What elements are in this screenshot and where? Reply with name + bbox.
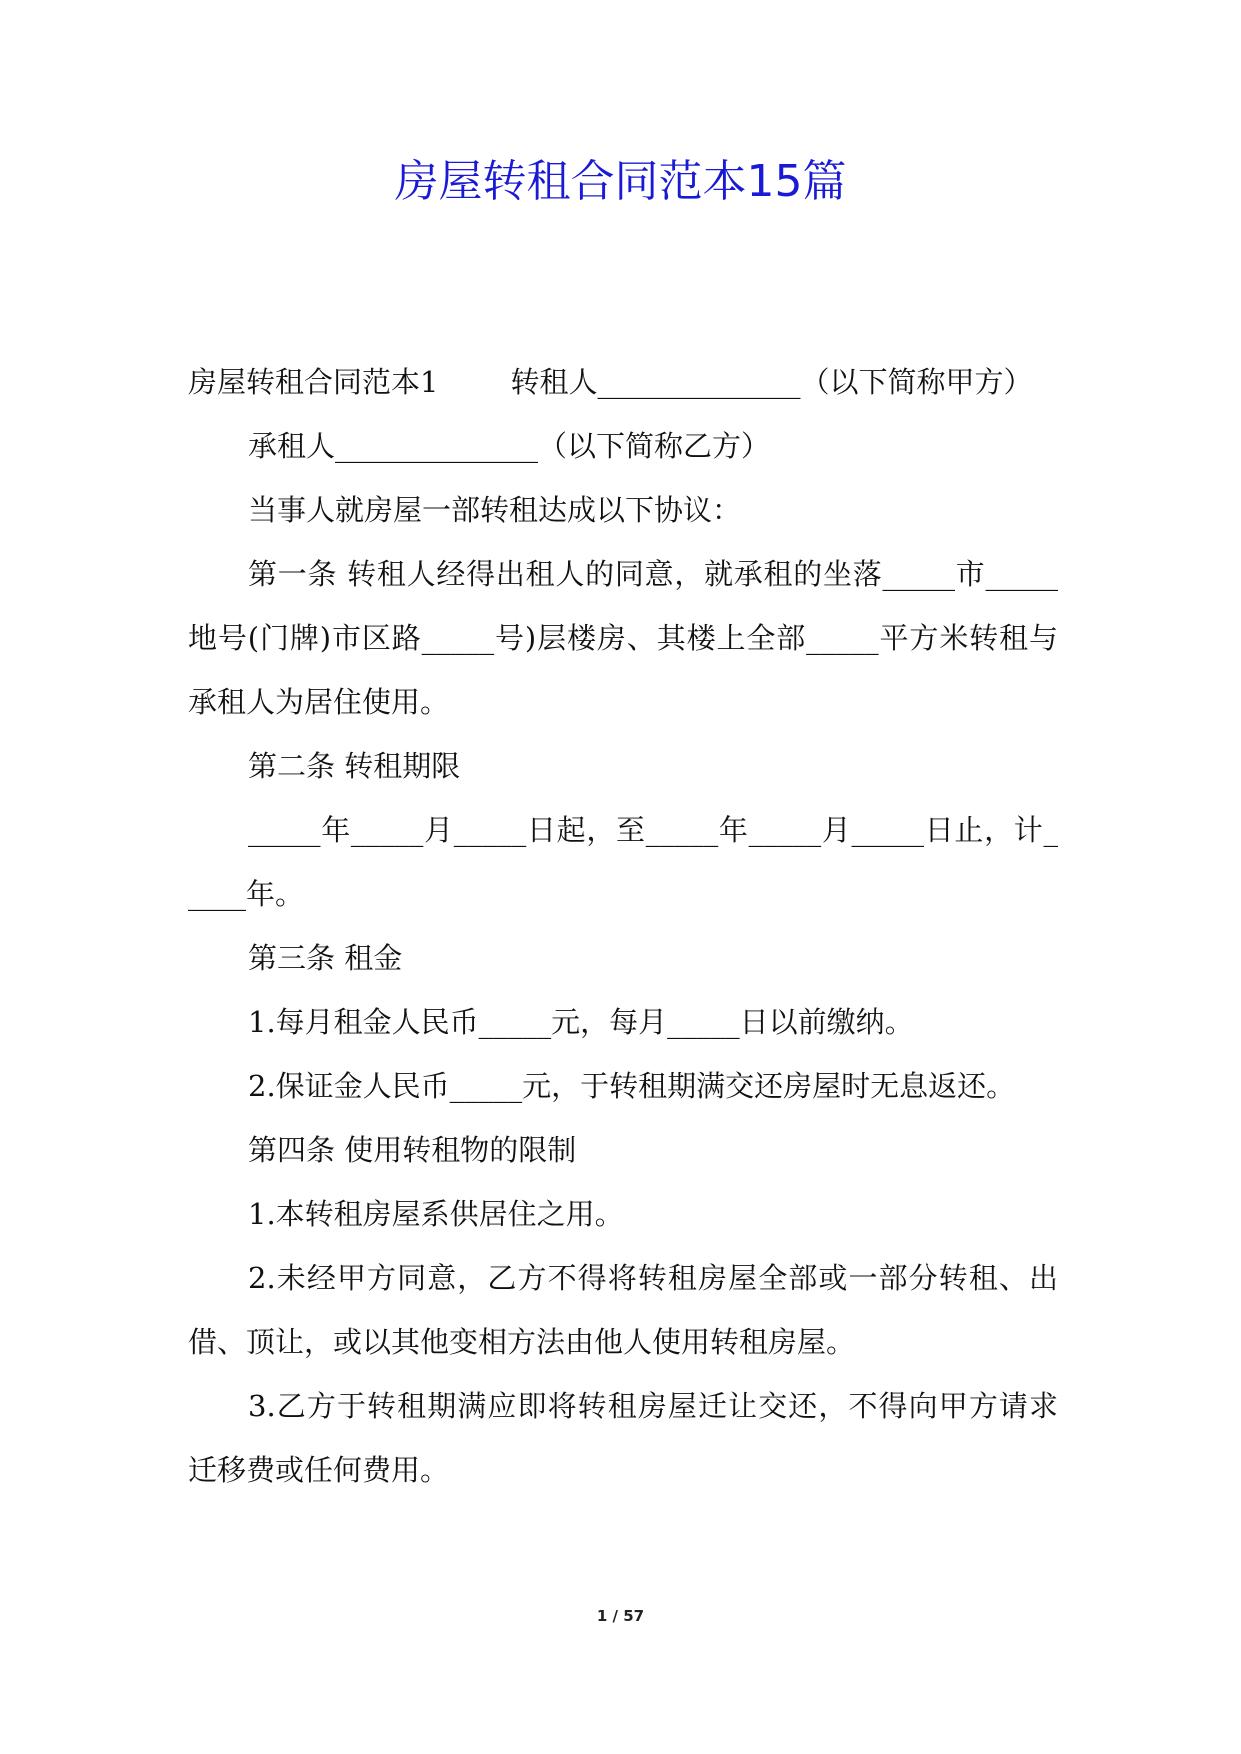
paragraph: 承租人______________（以下简称乙方） — [248, 429, 771, 463]
paragraph-usage-3: 3.乙方于转租期满应即将转租房屋迁让交还，不得向甲方请求迁移费或任何费用。 — [188, 1389, 1058, 1487]
paragraph-deposit: 2.保证金人民币_____元，于转租期满交还房屋时无息返还。 — [248, 1069, 1016, 1103]
paragraph-usage-2: 2.未经甲方同意，乙方不得将转租房屋全部或一部分转租、出借、顶让，或以其他变相方法由他人使用转租房屋。 — [188, 1261, 1058, 1359]
paragraph-usage-1: 1.本转租房屋系供居住之用。 — [248, 1197, 624, 1231]
page-number: 1 / 57 — [596, 1607, 645, 1625]
paragraph-article-3-heading: 第三条 租金 — [248, 941, 403, 975]
paragraph-article-1: 第一条 转租人经得出租人的同意，就承租的坐落_____市_____地号(门牌)市区路_____号)层楼房、其楼上全部_____平方米转租与承租人为居住使用。 — [188, 557, 1058, 719]
section-heading: 房屋转租合同范本1 — [188, 365, 439, 399]
paragraph-intro — [188, 350, 1058, 414]
paragraph: 当事人就房屋一部转租达成以下协议： — [248, 493, 742, 527]
paragraph-rent: 1.每月租金人民币_____元，每月_____日以前缴纳。 — [248, 1005, 914, 1039]
document-body — [188, 350, 1058, 1502]
paragraph-article-2-heading: 第二条 转租期限 — [248, 749, 461, 783]
document-title: 房屋转租合同范本15篇 — [394, 156, 847, 207]
paragraph-term: _____年_____月_____日起，至_____年_____月_____日止，计_____年。 — [188, 813, 1058, 911]
paragraph-text: 转租人______________（以下简称甲方） — [510, 365, 1033, 399]
paragraph-article-4-heading: 第四条 使用转租物的限制 — [248, 1133, 577, 1167]
